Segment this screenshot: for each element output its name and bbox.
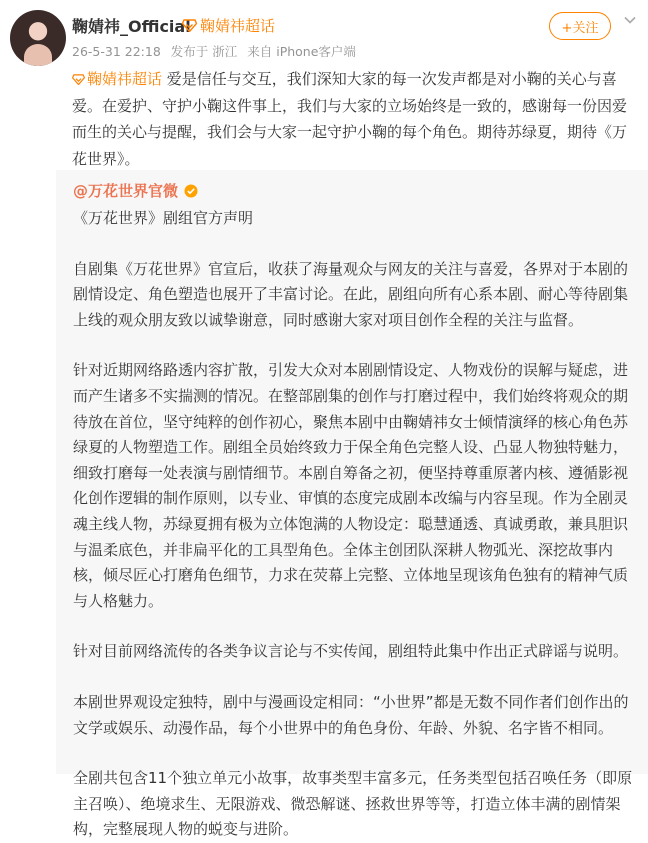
- post-location: 发布于 浙江: [170, 44, 238, 59]
- post-meta: [72, 42, 362, 60]
- repost-paragraph: 自剧集《万花世界》官宣后，收获了海量观众与网友的关注与喜爱，各界对于本剧的剧情设定、角色塑造也展开了丰富讨论。在此，剧组向所有心系本剧、耐心等待剧集上线的观众朋友致以诚挚谢意，同时感谢大家对项目创作全程的关注与监督。: [73, 259, 629, 329]
- repost-author-name: @万花世界官微: [73, 182, 179, 200]
- repost-subtitle: 《万花世界》剧组官方声明: [73, 209, 254, 227]
- diamond-topic-icon: [72, 74, 85, 85]
- chevron-down-icon[interactable]: [622, 12, 638, 28]
- post-content: [72, 66, 638, 172]
- follow-button[interactable]: +关注: [549, 12, 611, 40]
- post-topic-link[interactable]: [72, 70, 162, 88]
- post-text: 爱是信任与交互，我们深知大家的每一次发声都是对小鞠的关心与喜爱。在爱护、守护小鞠这件事上，我们与大家的立场始终是一致的，感谢每一份因爱而生的关心与提醒，我们会与大家一起守护小鞠的每个角色。期待苏绿夏，期待《万花世界》。: [72, 70, 628, 168]
- verified-icon: [184, 184, 198, 198]
- repost-card[interactable]: [56, 170, 648, 839]
- post-client: 来自 iPhone客户端: [247, 44, 356, 59]
- post-time[interactable]: 26-5-31 22:18: [72, 44, 161, 59]
- repost-paragraph: 本剧世界观设定独特，剧中与漫画设定相同：“小世界”都是无数不同作者们创作出的文学或娱乐、动漫作品，每个小世界中的角色身份、年龄、外貌、名字皆不相同。: [73, 692, 629, 737]
- fan-topic-tag[interactable]: [182, 15, 275, 36]
- repost-paragraph: 针对目前网络流传的各类争议言论与不实传闻，剧组特此集中作出正式辟谣与说明。: [73, 642, 629, 661]
- repost-paragraph: 全剧共包含11个独立单元小故事，故事类型丰富多元，任务类型包括召唤任务（即原主召唤）、绝境求生、无限游戏、微恐解谜、拯救世界等等，打造立体丰满的剧情架构，完整展现人物的蜕变与进阶。: [73, 769, 633, 839]
- repost-author[interactable]: [73, 180, 198, 201]
- repost-body: [73, 206, 633, 843]
- repost-paragraph: 针对近期网络路透内容扩散，引发大众对本剧剧情设定、人物戏份的误解与疑虑，进而产生诸多不实揣测的情况。在整部剧集的创作与打磨过程中，我们始终将观众的期待放在首位，坚守纯粹的创作初心，聚焦本剧中由鞠婧祎女士倾情演绎的核心角色苏绿夏的人物塑造工作。剧组全员始终致力于保全角色完整人设、凸显人物独特魅力，细致打磨每一处表演与剧情细节。本剧自筹备之初，便坚持尊重原著内核、遵循影视化创作逻辑的制作原则，以专业、审慎的态度完成剧本改编与内容呈现。作为全剧灵魂主线人物，苏绿夏拥有极为立体饱满的人物设定：聪慧通透、真诚勇敢，兼具胆识与温柔底色，并非扁平化的工具型角色。全体主创团队深耕人物弧光、深挖故事内核，倾尽匠心打磨角色细节，力求在荧幕上完整、立体地呈现该角色独有的精神气质与人格魅力。: [73, 361, 629, 610]
- post-topic-label: 鞠婧祎超话: [87, 70, 163, 88]
- diamond-topic-icon: [182, 19, 197, 32]
- fan-topic-label: 鞠婧祎超话: [200, 17, 276, 35]
- user-name[interactable]: 鞠婧祎_Official: [72, 17, 191, 36]
- avatar[interactable]: [10, 10, 66, 66]
